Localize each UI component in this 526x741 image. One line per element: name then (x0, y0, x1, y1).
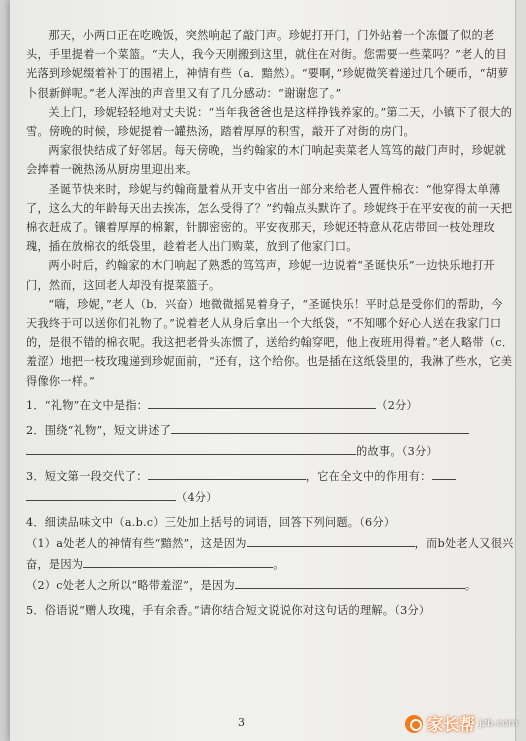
answer-blank[interactable] (235, 576, 465, 589)
passage-paragraph-3: 两家很快结成了好邻居。每天傍晚，当约翰家的木门响起卖菜老人笃笃的敲门声时，珍妮就会捧着一碗热汤从厨房里迎出来。 (26, 144, 506, 177)
answer-blank[interactable] (171, 421, 469, 434)
passage-paragraph-1: 那天，小两口正在吃晚饭，突然响起了敲门声。珍妮打开门，门外站着一个冻僵了似的老头，手里提着一个菜篮。“夫人，我今天刚搬到这里，就住在对街。您需要一些菜吗？”老人的目光落到珍妮缀着补丁的围裙上，神情有些（a．黯然）。“要啊，”珍妮微笑着递过几个硬币，“胡萝卜很新鲜呢。”老人浑浊的声音里又有了几分感动：“谢谢您了。” (26, 29, 509, 100)
logo-icon (405, 715, 423, 733)
watermark-logo (405, 712, 518, 735)
page-number: 3 (238, 716, 245, 729)
answer-blank[interactable] (26, 488, 176, 501)
question-3: 3．短文第一段交代了： ，它在全文中的作用有： （4分） (26, 466, 514, 508)
passage-paragraph-5: 两小时后，约翰家的木门响起了熟悉的笃笃声，珍妮一边说着“圣诞快乐”一边快乐地打开门，然而，这回老人却没有提菜篮子。 (26, 259, 495, 292)
answer-blank[interactable] (83, 555, 273, 568)
exam-page (10, 0, 526, 741)
question-1: 1．“礼物”在文中是指： （2分） (26, 395, 514, 416)
passage-paragraph-2: 关上门，珍妮轻轻地对丈夫说：“当年我爸爸也是这样挣钱养家的。”第二天，小镇下了很大的雪。傍晚的时候，珍妮提着一罐热汤，踏着厚厚的积雪，敲开了对街的房门。 (26, 105, 513, 139)
answer-blank[interactable] (432, 467, 456, 480)
answer-blank[interactable] (26, 442, 356, 455)
binding-margin (515, 0, 526, 741)
answer-blank[interactable] (148, 396, 376, 409)
answer-blank[interactable] (148, 467, 306, 480)
passage-paragraph-6: “嗨，珍妮，”老人（b．兴奋）地微微摇晃着身子，“圣诞快乐！平时总是受你们的帮助，今天我终于可以送你们礼物了。”说着老人从身后拿出一个大纸袋，“不知哪个好心人送在我家门口的，是很不错的棉衣呢。我这把老骨头冻惯了，送给约翰穿吧，他上夜班用得着。”老人略带（c．羞涩）地把一枝玫瑰递到珍妮面前，“还有，这个给你。也是插在这纸袋里的，我淋了些水，它美得像你一样。” (26, 297, 514, 388)
reading-passage (26, 26, 514, 621)
question-5: 5．俗语说“赠人玫瑰，手有余香。”请你结合短文说说你对这句话的理解。（3分） (26, 603, 431, 617)
watermark-name: 家长帮 (427, 715, 476, 734)
question-2: 2．围绕“礼物”，短文讲述了 的故事。（3分） (26, 420, 514, 462)
passage-paragraph-4: 圣诞节快来时，珍妮与约翰商量着从开支中省出一部分来给老人置件棉衣：“他穿得太单薄了，这么大的年龄每天出去挨冻，怎么受得了？”约翰点头默许了。珍妮终于在平安夜的前一天把棉衣赶成了。镶着厚厚的棉絮，针脚密密的。平安夜那天，珍妮还特意从花店带回一枝处理玫瑰，插在放棉衣的纸袋里，趁着老人出门购菜，放到了他家门口。 (26, 182, 513, 254)
watermark-domain: jzb.com (479, 718, 518, 729)
question-4: 4．细读品味文中（a.b.c）三处加上括号的词语，回答下列问题。（6分） （1）a处老人的神情有些“黯然”，这是因为 ，而b处老人又很兴奋，是因为 。 （2）c处老人之所以“略带羞涩”，是因为 。 (26, 515, 514, 592)
answer-blank[interactable] (247, 534, 415, 547)
